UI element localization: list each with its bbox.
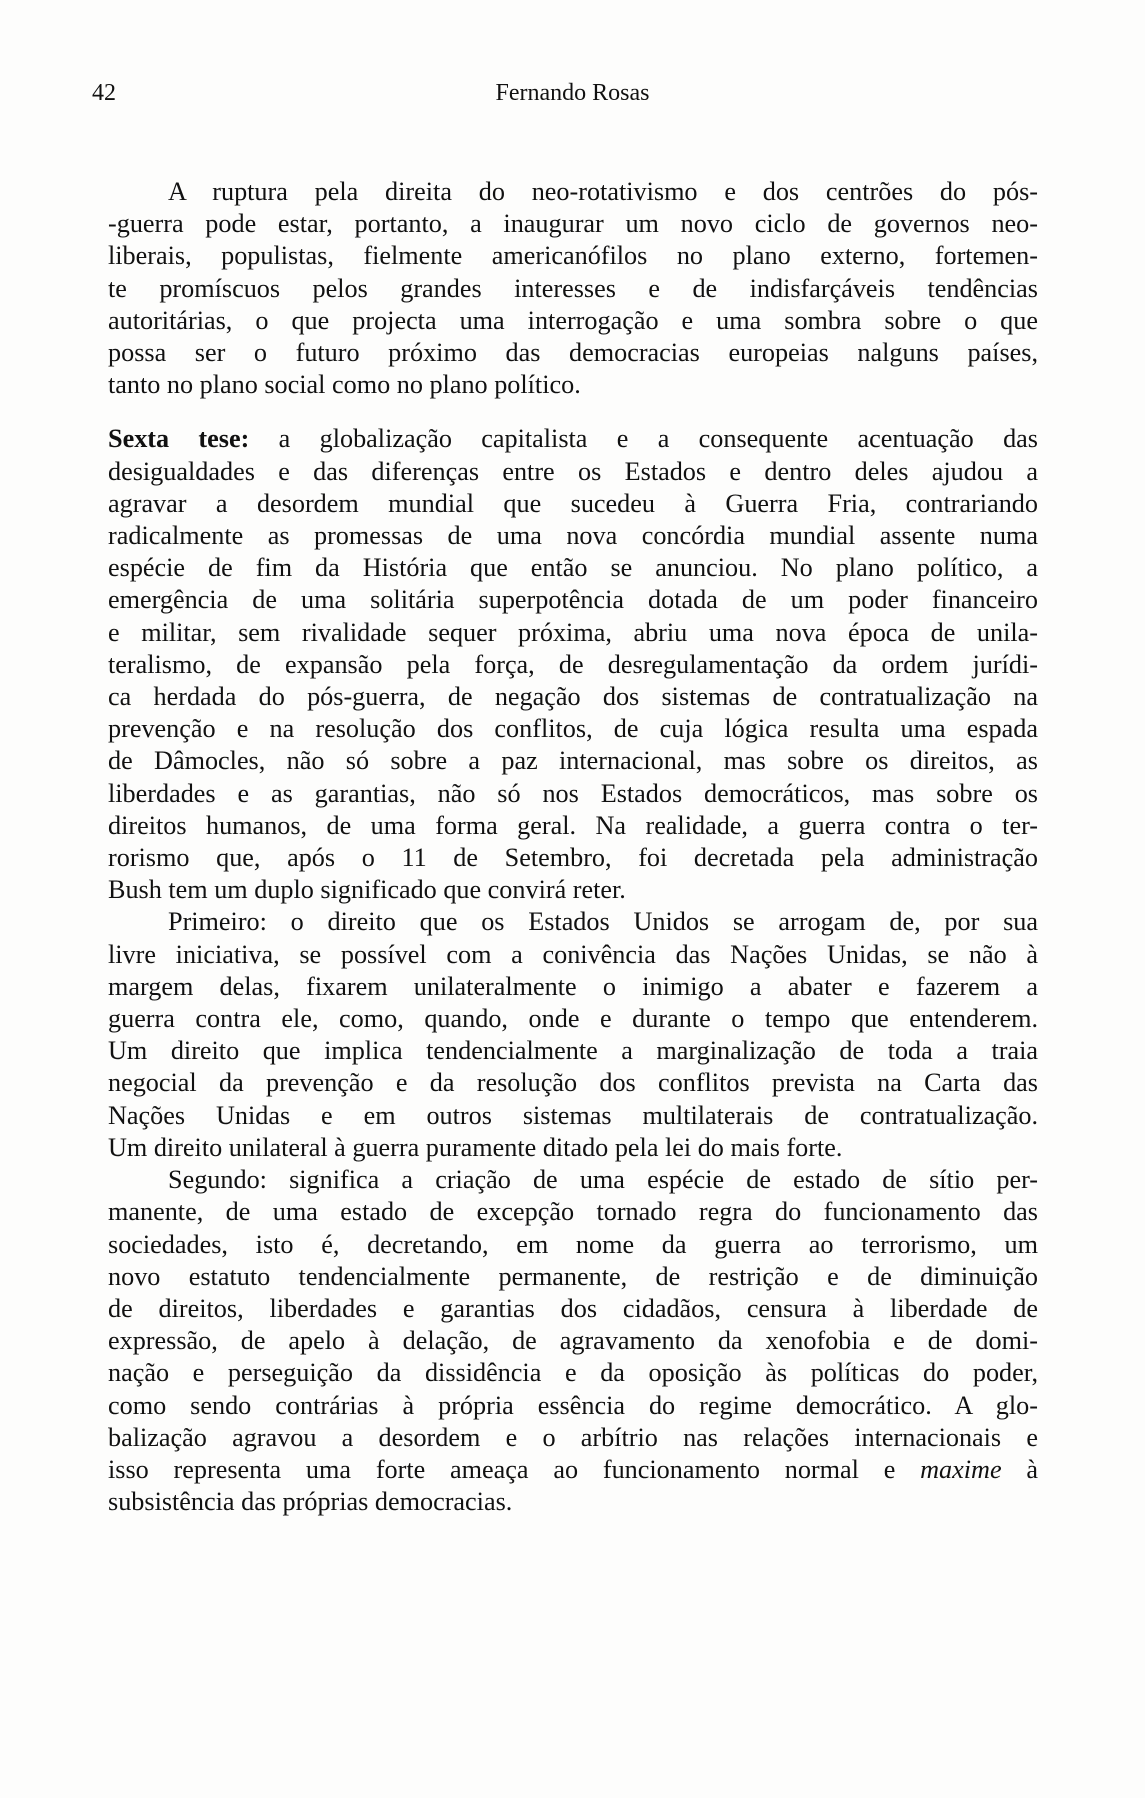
text-line: tanto no plano social como no plano político.: [108, 370, 581, 400]
text-line: liberais, populistas, fielmente americanófilos no plano externo, fortemen-: [108, 241, 1038, 271]
text-line: -guerra pode estar, portanto, a inaugurar um novo ciclo de governos neo-: [108, 209, 1038, 239]
text-line: emergência de uma solitária superpotência dotada de um poder financeiro: [108, 585, 1038, 615]
text-line: A ruptura pela direita do neo-rotativismo e dos centrões do pós-: [168, 177, 1038, 206]
text-line: autoritárias, o que projecta uma interrogação e uma sombra sobre o que: [108, 305, 1038, 335]
text-line: liberdades e as garantias, não só nos Estados democráticos, mas sobre os: [108, 778, 1038, 808]
text-line: ca herdada do pós-guerra, de negação dos sistemas de contratualização na: [108, 682, 1038, 712]
text-line: de Dâmocles, não só sobre a paz internacional, mas sobre os direitos, as: [108, 746, 1038, 776]
text-line: balização agravou a desordem e o arbítrio nas relações internacionais e: [108, 1422, 1038, 1452]
text-line: teralismo, de expansão pela força, de desregulamentação da ordem jurídi-: [108, 649, 1038, 679]
text-line: de direitos, liberdades e garantias dos cidadãos, censura à liberdade de: [108, 1293, 1038, 1323]
text-line: te promíscuos pelos grandes interesses e de indisfarçáveis tendências: [108, 273, 1038, 303]
text-line: subsistência das próprias democracias.: [108, 1487, 513, 1517]
text-line: agravar a desordem mundial que sucedeu à Guerra Fria, contrariando: [108, 488, 1038, 518]
text-segment: isso representa uma forte ameaça ao funcionamento normal e: [108, 1454, 921, 1484]
text-line: sociedades, isto é, decretando, em nome da guerra ao terrorismo, um: [108, 1229, 1038, 1259]
page-number: 42: [92, 80, 116, 106]
body-text: [108, 176, 1038, 1518]
text-line: margem delas, fixarem unilateralmente o inimigo a abater e fazerem a: [108, 971, 1038, 1001]
text-line: Nações Unidas e em outros sistemas multilaterais de contratualização.: [108, 1100, 1038, 1130]
text-line: negocial da prevenção e da resolução dos conflitos prevista na Carta das: [108, 1068, 1038, 1098]
text-line: Primeiro: o direito que os Estados Unidos se arrogam de, por sua: [168, 907, 1038, 937]
text-line: prevenção e na resolução dos conflitos, de cuja lógica resulta uma espada: [108, 714, 1038, 744]
text-line: expressão, de apelo à delação, de agravamento da xenofobia e de domi-: [108, 1326, 1038, 1356]
text-line: [108, 423, 1038, 455]
paragraph-sexta-tese: [108, 423, 1038, 906]
text-line: espécie de fim da História que então se anunciou. No plano político, a: [108, 553, 1038, 583]
text-line: direitos humanos, de uma forma geral. Na realidade, a guerra contra o ter-: [108, 810, 1038, 840]
text-line: Um direito unilateral à guerra puramente ditado pela lei do mais forte.: [108, 1132, 843, 1162]
text-line: Um direito que implica tendencialmente a marginalização de toda a traia: [108, 1036, 1038, 1066]
text-line: guerra contra ele, como, quando, onde e durante o tempo que entenderem.: [108, 1004, 1038, 1034]
text-line: nação e perseguição da dissidência e da oposição às políticas do poder,: [108, 1358, 1038, 1388]
running-head-author: Fernando Rosas: [495, 80, 650, 106]
text-line: como sendo contrárias à própria essência do regime democrático. A glo-: [108, 1390, 1038, 1420]
italic-term: maxime: [920, 1454, 1002, 1484]
text-line: livre iniciativa, se possível com a conivência das Nações Unidas, se não à: [108, 939, 1038, 969]
paragraph-primeiro: [108, 906, 1038, 1164]
text-line: Bush tem um duplo significado que convirá reter.: [108, 875, 626, 905]
text-line: desigualdades e das diferenças entre os Estados e dentro deles ajudou a: [108, 456, 1038, 486]
text-line: manente, de uma estado de excepção tornado regra do funcionamento das: [108, 1197, 1038, 1227]
text-line: novo estatuto tendencialmente permanente, de restrição e de diminuição: [108, 1261, 1038, 1291]
text-line: e militar, sem rivalidade sequer próxima, abriu uma nova época de unila-: [108, 617, 1038, 647]
text-line: possa ser o futuro próximo das democracias europeias nalguns países,: [108, 338, 1038, 368]
text-line: [108, 1454, 1038, 1486]
text-line: Segundo: significa a criação de uma espécie de estado de sítio per-: [168, 1165, 1038, 1195]
text-line: rorismo que, após o 11 de Setembro, foi decretada pela administração: [108, 843, 1038, 873]
text-line: radicalmente as promessas de uma nova concórdia mundial assente numa: [108, 521, 1038, 551]
paragraph-1: [108, 176, 1038, 401]
text-line-rest: a globalização capitalista e a consequente acentuação das: [249, 424, 1038, 454]
thesis-label: Sexta tese:: [108, 424, 250, 454]
paragraph-segundo: [108, 1164, 1038, 1518]
text-segment: à: [1001, 1454, 1038, 1484]
